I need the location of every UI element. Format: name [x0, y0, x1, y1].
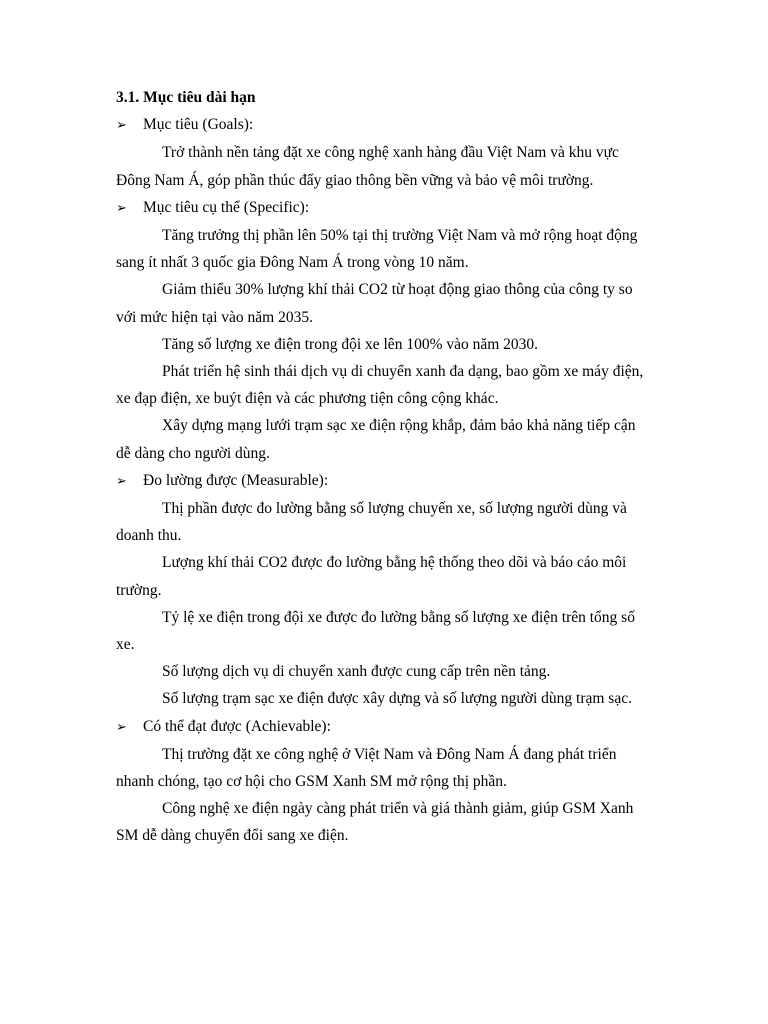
bullet-item: [116, 467, 652, 495]
paragraph: Công nghệ xe điện ngày càng phát triển và giá thành giảm, giúp GSM Xanh SM dễ dàng chuyển đổi sang xe điện.: [116, 800, 634, 845]
arrowhead-bullet-icon: ➢: [116, 118, 127, 134]
arrowhead-bullet-icon: ➢: [116, 719, 127, 735]
bullet-label: Mục tiêu cụ thể (Specific):: [143, 198, 310, 216]
section-achievable: [116, 713, 652, 850]
paragraph: Số lượng dịch vụ di chuyển xanh được cung cấp trên nền tảng.: [162, 663, 551, 681]
document-page: [116, 84, 652, 850]
paragraph: Lượng khí thải CO2 được đo lường bằng hệ thống theo dõi và báo cáo môi trường.: [116, 554, 627, 599]
arrowhead-bullet-icon: ➢: [116, 473, 127, 489]
paragraph: Giảm thiểu 30% lượng khí thải CO2 từ hoạt động giao thông của công ty so với mức hiện tại vào năm 2035.: [116, 281, 633, 326]
arrowhead-bullet-icon: ➢: [116, 200, 127, 216]
paragraph: Tỷ lệ xe điện trong đội xe được đo lường bằng số lượng xe điện trên tổng số xe.: [116, 608, 635, 654]
bullet-item: [116, 111, 652, 139]
paragraph: Phát triển hệ sinh thái dịch vụ di chuyển xanh đa dạng, bao gồm xe máy điện, xe đạp điện, xe buýt điện và các phương tiện công cộng khác.: [116, 363, 644, 408]
paragraph: Số lượng trạm sạc xe điện được xây dựng và số lượng người dùng trạm sạc.: [162, 690, 632, 708]
paragraph: Thị phần được đo lường bằng số lượng chuyến xe, số lượng người dùng và doanh thu.: [116, 500, 627, 545]
paragraph: Trở thành nền tảng đặt xe công nghệ xanh hàng đầu Việt Nam và khu vực Đông Nam Á, góp phần thúc đẩy giao thông bền vững và bảo vệ môi trường.: [116, 144, 619, 189]
section-measurable: [116, 467, 652, 713]
bullet-label: Mục tiêu (Goals):: [143, 116, 254, 134]
paragraph: Tăng số lượng xe điện trong đội xe lên 100% vào năm 2030.: [162, 335, 539, 353]
section-heading: 3.1. Mục tiêu dài hạn: [116, 89, 256, 106]
bullet-item: [116, 194, 652, 222]
paragraph: Xây dựng mạng lưới trạm sạc xe điện rộng khắp, đảm bảo khả năng tiếp cận dễ dàng cho người dùng.: [116, 417, 636, 462]
paragraph: Thị trường đặt xe công nghệ ở Việt Nam và Đông Nam Á đang phát triển nhanh chóng, tạo cơ hội cho GSM Xanh SM mở rộng thị phần.: [116, 745, 617, 791]
section-specific: [116, 194, 652, 467]
bullet-label: Có thể đạt được (Achievable):: [143, 717, 331, 735]
paragraph: Tăng trưởng thị phần lên 50% tại thị trường Việt Nam và mở rộng hoạt động sang ít nhất 3 quốc gia Đông Nam Á trong vòng 10 năm.: [116, 227, 638, 272]
section-goals: [116, 111, 652, 194]
bullet-label: Đo lường được (Measurable):: [143, 471, 329, 489]
bullet-item: [116, 713, 652, 741]
